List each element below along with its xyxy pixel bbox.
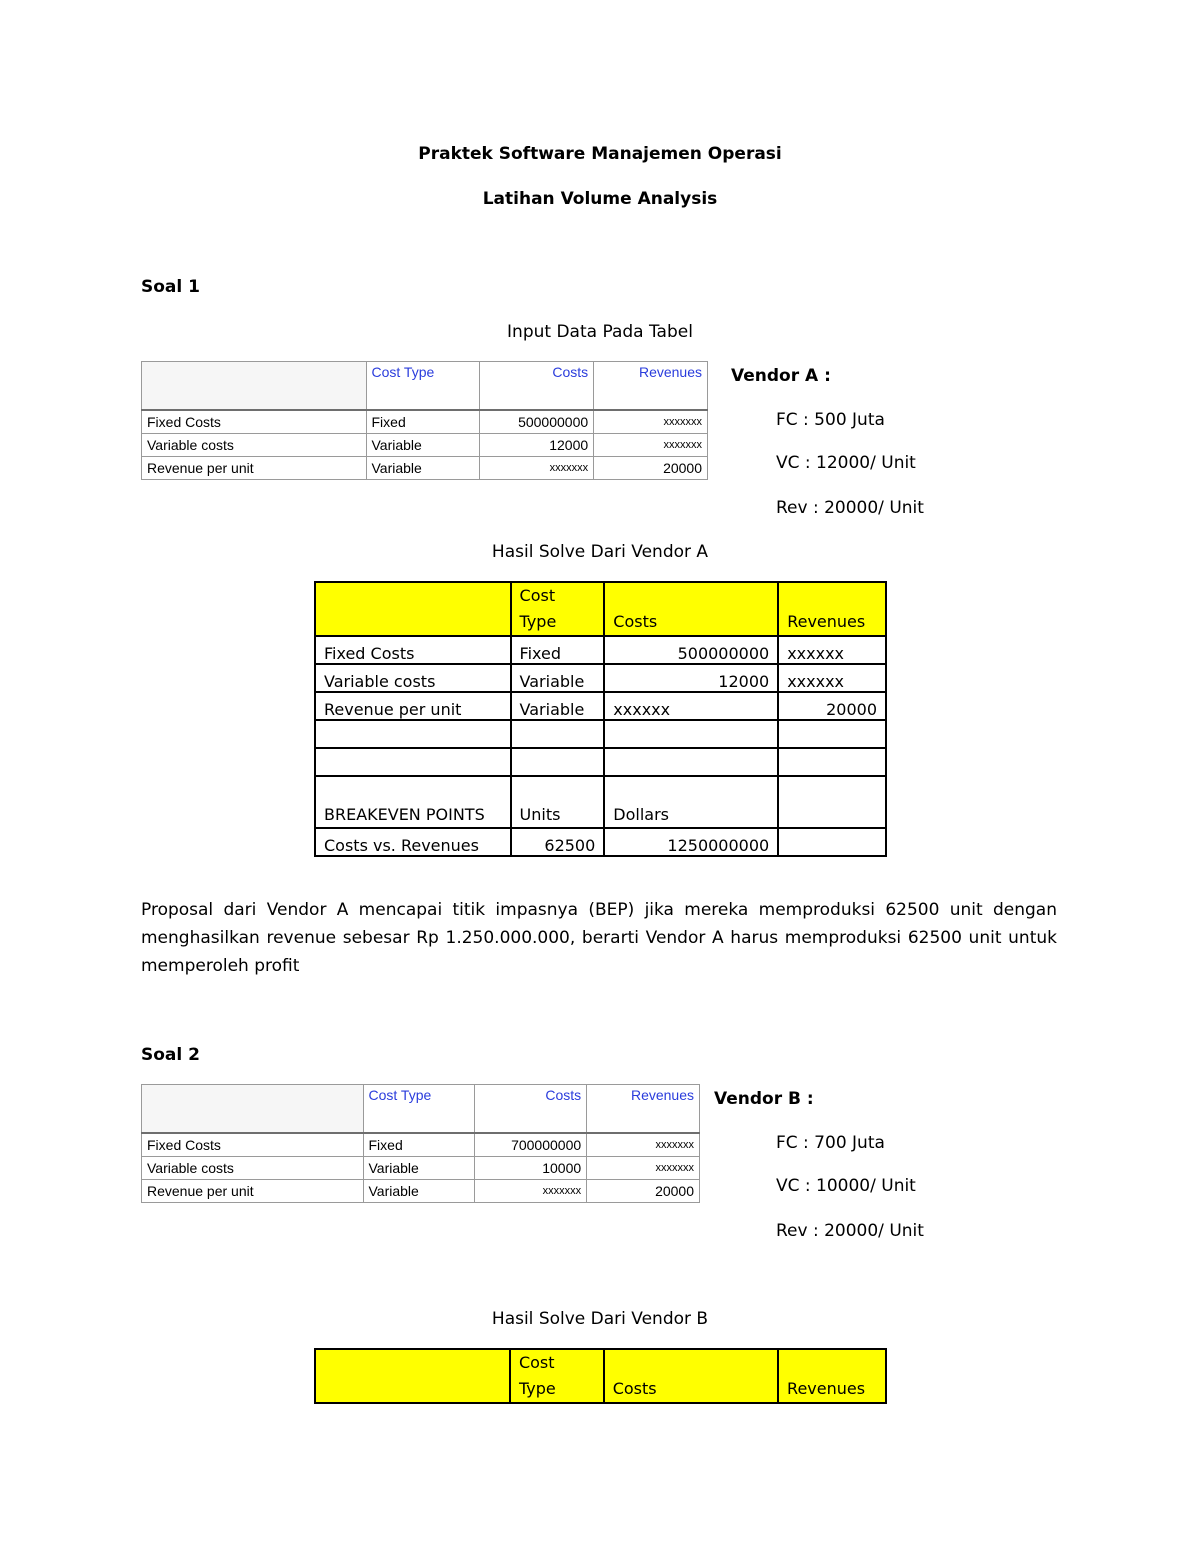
grid-cell[interactable]: 20000 <box>587 1180 700 1203</box>
result-caption-b: Hasil Solve Dari Vendor B <box>491 1309 709 1329</box>
vendor-a-input-grid <box>141 361 708 480</box>
grid-cell[interactable]: Fixed <box>366 410 480 434</box>
vendor-a-vc: VC : 12000/ Unit <box>776 453 916 473</box>
conclusion-paragraph: Proposal dari Vendor A mencapai titik impasnya (BEP) jika mereka memproduksi 62500 unit dengan menghasilkan revenue sebesar Rp 1.250.000.000, berarti Vendor A harus memproduksi 62500 unit untuk memperoleh profit <box>141 900 1057 976</box>
result-cell: 500000000 <box>604 636 778 664</box>
grid-header-cell <box>142 1085 364 1134</box>
result-header-row <box>315 1349 886 1403</box>
document-subtitle: Latihan Volume Analysis <box>482 189 718 209</box>
soal-2-heading: Soal 2 <box>141 1045 200 1065</box>
grid-cell[interactable]: xxxxxxx <box>475 1180 587 1203</box>
result-cell: xxxxxx <box>604 692 778 720</box>
grid-header-cost-type: Cost Type <box>366 362 480 411</box>
grid-cell[interactable]: Revenue per unit <box>142 457 367 480</box>
result-header-cost-type: Cost Type <box>510 1349 604 1403</box>
soal-1-heading: Soal 1 <box>141 277 200 297</box>
result-cell <box>315 720 511 748</box>
result-cell <box>511 748 605 776</box>
vendor-b-label: Vendor B : <box>714 1089 814 1109</box>
vendor-a-fc: FC : 500 Juta <box>776 410 885 430</box>
bep-label: Costs vs. Revenues <box>315 828 511 856</box>
grid-cell[interactable]: xxxxxxx <box>594 434 708 457</box>
table-row <box>315 748 886 776</box>
result-cell: 20000 <box>778 692 886 720</box>
result-cell: Variable <box>511 664 605 692</box>
table-row <box>142 1180 700 1203</box>
grid-cell[interactable]: 10000 <box>475 1157 587 1180</box>
result-header-costs: Costs <box>604 1349 778 1403</box>
result-cell: xxxxxx <box>778 636 886 664</box>
vendor-a-label: Vendor A : <box>731 366 831 386</box>
table-row <box>315 692 886 720</box>
grid-header-row <box>142 362 708 411</box>
table-row <box>315 636 886 664</box>
result-header-revenues: Revenues <box>778 1349 886 1403</box>
bep-header-label: BREAKEVEN POINTS <box>315 776 511 828</box>
result-cell: 12000 <box>604 664 778 692</box>
grid-cell[interactable]: 700000000 <box>475 1133 587 1157</box>
vendor-b-fc: FC : 700 Juta <box>776 1133 885 1153</box>
bep-header-dollars: Dollars <box>604 776 778 828</box>
vendor-a-rev: Rev : 20000/ Unit <box>776 498 924 518</box>
result-cell <box>315 748 511 776</box>
vendor-b-result-table <box>314 1348 887 1404</box>
result-cell: Variable costs <box>315 664 511 692</box>
bep-header-row <box>315 776 886 828</box>
bep-dollars: 1250000000 <box>604 828 778 856</box>
grid-cell[interactable]: Fixed Costs <box>142 410 367 434</box>
grid-cell[interactable]: Variable <box>363 1180 475 1203</box>
result-cell: Variable <box>511 692 605 720</box>
result-header-cell <box>315 1349 510 1403</box>
table-row <box>142 1133 700 1157</box>
grid-header-costs: Costs <box>480 362 594 411</box>
vendor-b-vc: VC : 10000/ Unit <box>776 1176 916 1196</box>
result-header-cell <box>315 582 511 636</box>
grid-cell[interactable]: 500000000 <box>480 410 594 434</box>
input-caption: Input Data Pada Tabel <box>507 322 693 342</box>
grid-cell[interactable]: Variable <box>366 434 480 457</box>
bep-header-empty <box>778 776 886 828</box>
result-cell <box>604 748 778 776</box>
bep-row <box>315 828 886 856</box>
grid-cell[interactable]: xxxxxxx <box>594 410 708 434</box>
grid-header-revenues: Revenues <box>594 362 708 411</box>
grid-cell[interactable]: Revenue per unit <box>142 1180 364 1203</box>
result-header-revenues: Revenues <box>778 582 886 636</box>
table-row <box>142 1157 700 1180</box>
grid-header-costs: Costs <box>475 1085 587 1134</box>
result-cell <box>778 748 886 776</box>
result-cell: Fixed <box>511 636 605 664</box>
result-cell <box>778 720 886 748</box>
result-cell <box>511 720 605 748</box>
grid-cell[interactable]: 20000 <box>594 457 708 480</box>
result-caption-a: Hasil Solve Dari Vendor A <box>491 542 709 562</box>
grid-cell[interactable]: Variable costs <box>142 1157 364 1180</box>
grid-header-row <box>142 1085 700 1134</box>
table-row <box>142 410 708 434</box>
vendor-b-input-grid <box>141 1084 700 1203</box>
bep-units: 62500 <box>511 828 605 856</box>
vendor-a-result-table <box>314 581 887 857</box>
grid-cell[interactable]: Fixed Costs <box>142 1133 364 1157</box>
grid-cell[interactable]: xxxxxxx <box>480 457 594 480</box>
document-title: Praktek Software Manajemen Operasi <box>418 144 782 164</box>
table-row <box>315 664 886 692</box>
result-header-cost-type: Cost Type <box>511 582 605 636</box>
bep-header-units: Units <box>511 776 605 828</box>
grid-cell[interactable]: Variable costs <box>142 434 367 457</box>
grid-header-cell <box>142 362 367 411</box>
result-cell: xxxxxx <box>778 664 886 692</box>
grid-header-cost-type: Cost Type <box>363 1085 475 1134</box>
grid-cell[interactable]: Variable <box>363 1157 475 1180</box>
grid-cell[interactable]: Variable <box>366 457 480 480</box>
grid-cell[interactable]: xxxxxxx <box>587 1133 700 1157</box>
result-cell <box>604 720 778 748</box>
bep-empty <box>778 828 886 856</box>
result-header-row <box>315 582 886 636</box>
table-row <box>142 434 708 457</box>
table-row <box>315 720 886 748</box>
result-cell: Fixed Costs <box>315 636 511 664</box>
grid-cell[interactable]: Fixed <box>363 1133 475 1157</box>
result-cell: Revenue per unit <box>315 692 511 720</box>
vendor-b-rev: Rev : 20000/ Unit <box>776 1221 924 1241</box>
grid-cell[interactable]: 12000 <box>480 434 594 457</box>
result-header-costs: Costs <box>604 582 778 636</box>
table-row <box>142 457 708 480</box>
grid-header-revenues: Revenues <box>587 1085 700 1134</box>
grid-cell[interactable]: xxxxxxx <box>587 1157 700 1180</box>
